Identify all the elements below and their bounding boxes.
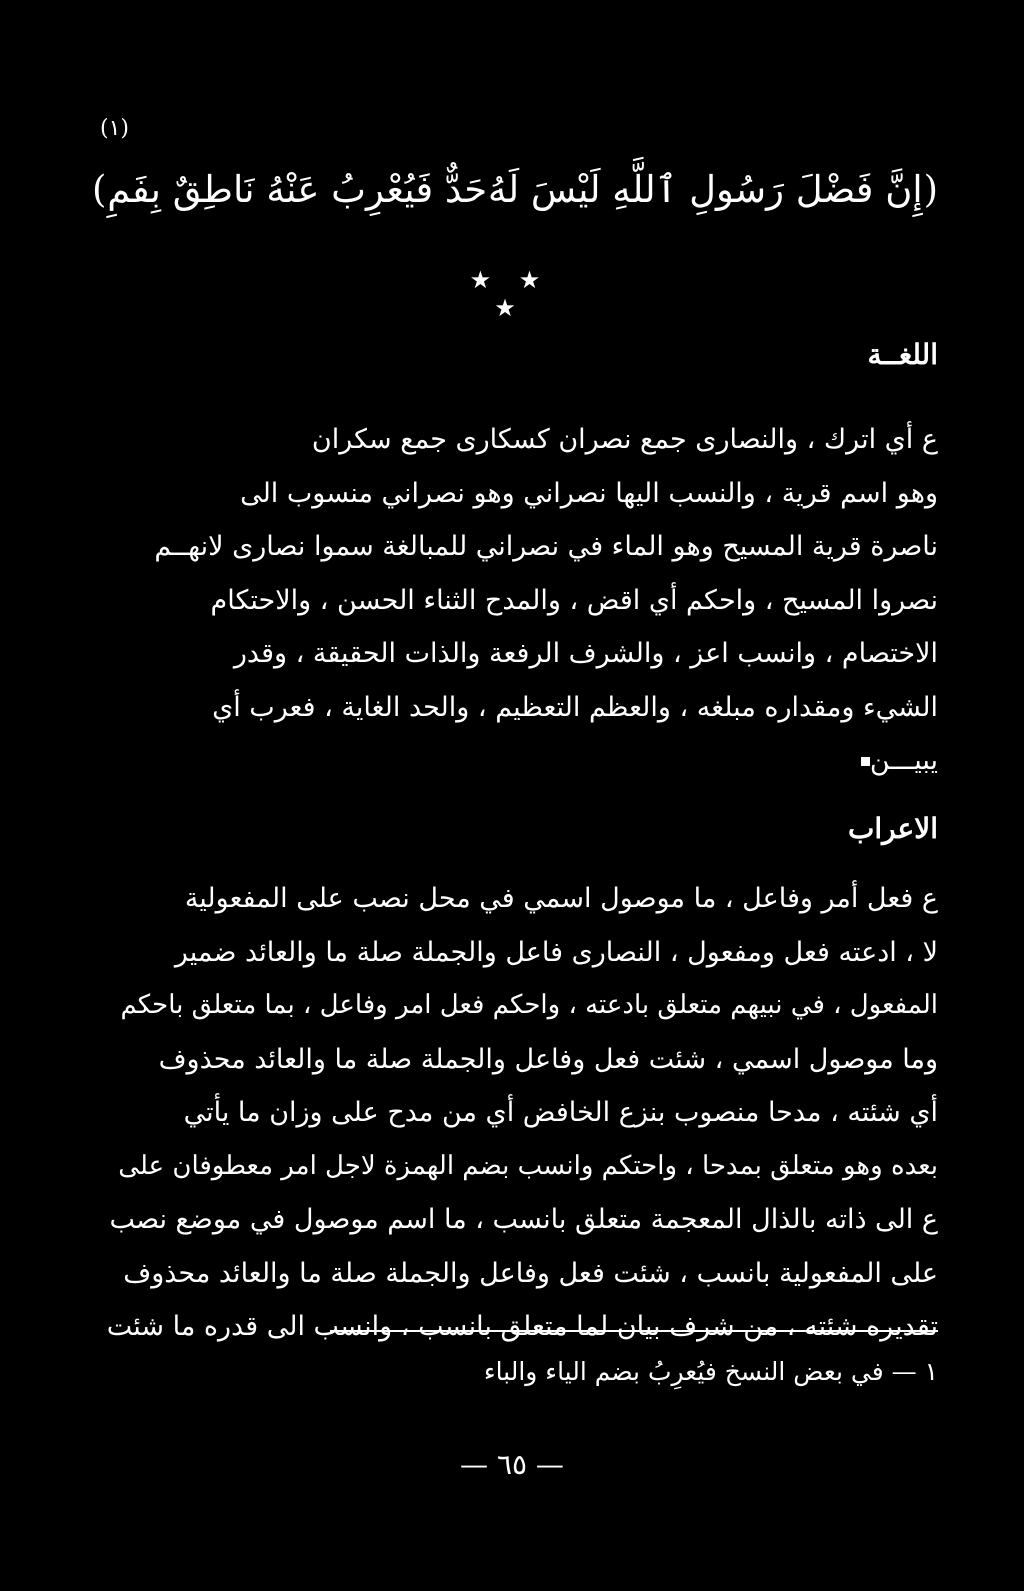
text-line: الشيء ومقداره مبلغه ، والعظم التعظيم ، والحد الغاية ، فعرب أي: [212, 691, 938, 723]
paragraph-grammar: [98, 872, 938, 1354]
text-line: وهو اسم قرية ، والنسب اليها نصراني وهو نصراني منسوب الى: [240, 477, 938, 509]
page-number: — ٦٥ —: [460, 1448, 564, 1481]
text-line: تقديره شئته ، من شرف بيان لما متعلق بانسب ، وانسب الى قدره ما شئت: [106, 1311, 938, 1342]
text-line-end: يبيـــن: [869, 745, 938, 776]
text-line: ع فعل أمر وفاعل ، ما موصول اسمي في محل نصب على المفعولية: [184, 883, 938, 914]
verse-bracket-close: ): [92, 168, 107, 211]
text-line: نصروا المسيح ، واحكم أي اقض ، والمدح الثناء الحسن ، والاحتكام: [210, 584, 938, 616]
verse-part-1: إِنَّ فَضْلَ رَسُولِ ٱللَّهِ لَيْسَ لَهُ: [488, 168, 923, 211]
footnote-reference-marker: (١): [100, 116, 130, 141]
text-line: ناصرة قرية المسيح وهو الماء في نصراني للمبالغة سموا نصارى لانهــم: [154, 531, 938, 562]
text-line: ع أي اترك ، والنصارى جمع نصران كسكارى جمع سكران: [311, 424, 938, 455]
text-line: بعده وهو متعلق بمدحا ، واحتكم وانسب بضم الهمزة لاجل امر معطوفان على: [118, 1150, 938, 1181]
bullet-marker: [861, 757, 870, 766]
quranic-verse-title: [92, 150, 938, 230]
section-heading-language: اللغــة: [867, 338, 938, 371]
paragraph-language: [98, 413, 938, 788]
footnote-text: ١ — في بعض النسخ فيُعرِبُ بضم الياء والباء: [483, 1357, 938, 1386]
verse-part-2: حَدٌّ فَيُعْرِبُ عَنْهُ نَاطِقٌ بِفَمِ: [107, 168, 488, 211]
text-line: أي شئته ، مدحا منصوب بنزع الخافض أي من مدح على وزان ما يأتي: [183, 1097, 938, 1128]
verse-bracket-open: (: [923, 168, 938, 211]
section-heading-grammar: الاعراب: [847, 812, 938, 845]
text-line: [98, 734, 938, 788]
text-line: الاختصام ، وانسب اعز ، والشرف الرفعة والذات الحقيقة ، وقدر: [233, 638, 938, 669]
text-line: وما موصول اسمي ، شئت فعل وفاعل والجملة صلة ما والعائد محذوف: [158, 1043, 938, 1075]
footnote-separator-rule: [330, 1330, 938, 1332]
text-line: المفعول ، في نبيهم متعلق بادعته ، واحكم فعل امر وفاعل ، بما متعلق باحكم: [120, 990, 938, 1020]
text-line: على المفعولية بانسب ، شئت فعل وفاعل والجملة صلة ما والعائد محذوف: [123, 1257, 938, 1289]
text-line: ع الى ذاته بالذال المعجمة متعلق بانسب ، ما اسم موصول في موضع نصب: [109, 1204, 938, 1235]
section-divider-stars: ★ ★ ★: [469, 266, 551, 322]
text-line: لا ، ادعته فعل ومفعول ، النصارى فاعل والجملة صلة ما والعائد ضمير: [174, 936, 938, 968]
